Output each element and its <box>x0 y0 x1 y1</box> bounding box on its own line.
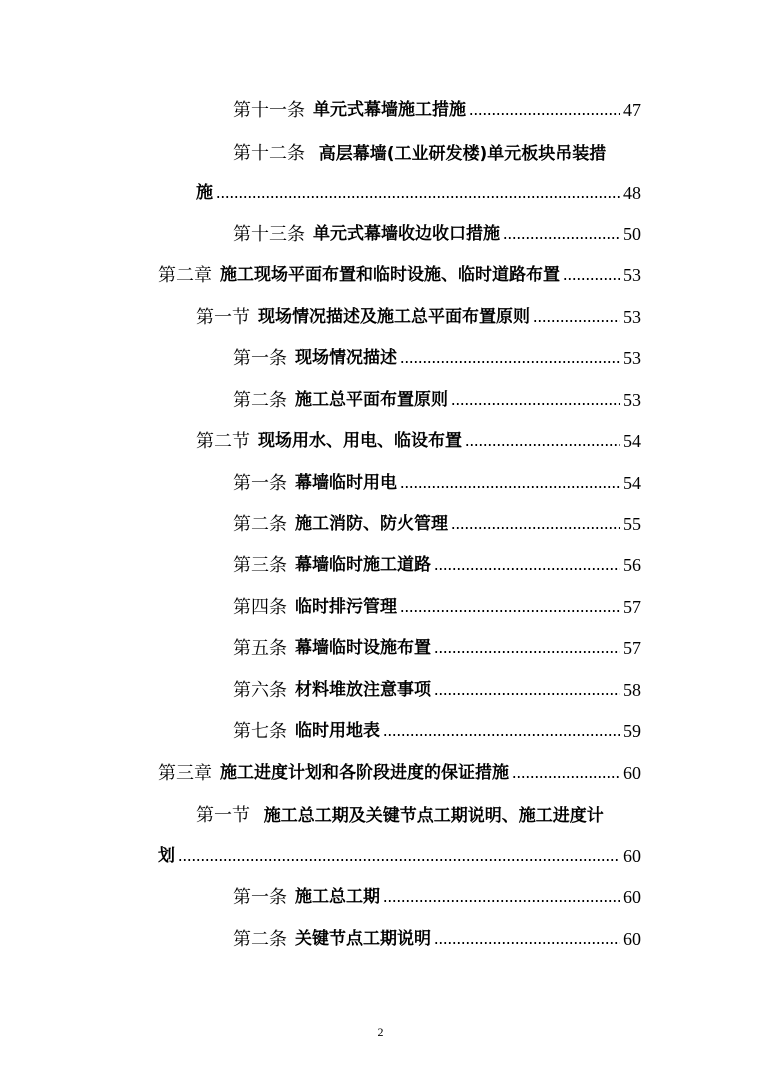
toc-title: 单元式幕墙施工措施 <box>313 100 466 120</box>
toc-title: 临时用地表 <box>295 721 380 741</box>
toc-title: 材料堆放注意事项 <box>295 680 431 700</box>
toc-leader-dots <box>434 940 620 946</box>
toc-page-number: 57 <box>623 597 641 617</box>
toc-title: 施工进度计划和各阶段进度的保证措施 <box>220 763 509 783</box>
toc-entry-section[interactable] <box>196 306 641 328</box>
toc-page-number: 60 <box>623 763 641 783</box>
toc-leader-dots <box>563 276 620 282</box>
toc-title: 现场情况描述及施工总平面布置原则 <box>258 307 530 327</box>
toc-entry[interactable] <box>233 886 641 908</box>
toc-page-number: 60 <box>623 846 641 866</box>
toc-prefix: 第一节 <box>196 805 250 825</box>
toc-leader-dots <box>400 484 620 490</box>
toc-leader-dots <box>451 401 620 407</box>
toc-title: 幕墙临时用电 <box>295 473 397 493</box>
toc-prefix: 第一条 <box>233 473 287 493</box>
toc-title: 幕墙临时设施布置 <box>295 638 431 658</box>
toc-page-number: 60 <box>623 887 641 907</box>
toc-entry[interactable] <box>233 679 641 701</box>
toc-entry-section[interactable] <box>196 430 641 452</box>
toc-prefix: 第五条 <box>233 638 287 658</box>
toc-leader-dots <box>469 111 620 117</box>
toc-prefix: 第十三条 <box>233 224 305 244</box>
toc-title: 施工消防、防火管理 <box>295 514 448 534</box>
toc-leader-dots <box>434 691 620 697</box>
toc-entry-continuation[interactable] <box>158 845 641 867</box>
toc-leader-dots <box>465 442 620 448</box>
toc-leader-dots <box>400 359 620 365</box>
toc-entry[interactable] <box>233 513 641 535</box>
toc-page-number: 59 <box>623 721 641 741</box>
toc-entry[interactable] <box>233 389 641 411</box>
toc-entry-continuation[interactable] <box>196 182 641 204</box>
toc-page-number: 53 <box>623 265 641 285</box>
toc-title: 临时排污管理 <box>295 597 397 617</box>
toc-title: 施工总工期 <box>295 887 380 907</box>
toc-prefix: 第二章 <box>158 265 212 285</box>
toc-title-continuation: 划 <box>158 846 175 866</box>
toc-leader-dots <box>512 774 620 780</box>
toc-prefix: 第二条 <box>233 514 287 534</box>
toc-prefix: 第三章 <box>158 763 212 783</box>
toc-leader-dots <box>533 318 620 324</box>
toc-prefix: 第六条 <box>233 680 287 700</box>
toc-page-number: 48 <box>623 183 641 203</box>
toc-title: 现场用水、用电、临设布置 <box>258 431 462 451</box>
toc-prefix: 第二节 <box>196 431 250 451</box>
toc-prefix: 第十一条 <box>233 100 305 120</box>
toc-entry[interactable] <box>233 596 641 618</box>
toc-page-number: 53 <box>623 307 641 327</box>
toc-page-number: 54 <box>623 473 641 493</box>
page-footer-number: 2 <box>377 1025 384 1039</box>
toc-title: 单元式幕墙收边收口措施 <box>313 224 500 244</box>
toc-title: 施工总平面布置原则 <box>295 390 448 410</box>
toc-page-number: 53 <box>623 348 641 368</box>
toc-prefix: 第一节 <box>196 307 250 327</box>
toc-entry[interactable] <box>233 99 641 121</box>
toc-page-number: 58 <box>623 680 641 700</box>
toc-prefix: 第十二条 <box>233 143 305 163</box>
toc-entry-chapter[interactable] <box>158 762 641 784</box>
toc-leader-dots <box>434 566 620 572</box>
toc-prefix: 第一条 <box>233 348 287 368</box>
toc-leader-dots <box>503 235 620 241</box>
toc-entry[interactable] <box>233 347 641 369</box>
toc-title: 施工总工期及关键节点工期说明、施工进度计 <box>263 806 604 826</box>
toc-leader-dots <box>451 525 620 531</box>
toc-title: 幕墙临时施工道路 <box>295 555 431 575</box>
toc-prefix: 第三条 <box>233 555 287 575</box>
toc-entry-chapter[interactable] <box>158 264 641 286</box>
toc-leader-dots <box>178 857 620 863</box>
toc-page-number: 50 <box>623 224 641 244</box>
toc-entry[interactable] <box>233 554 641 576</box>
toc-prefix: 第二条 <box>233 929 287 949</box>
toc-entry-first-line[interactable] <box>233 142 606 165</box>
toc-prefix: 第四条 <box>233 597 287 617</box>
toc-prefix: 第二条 <box>233 390 287 410</box>
toc-entry-first-line[interactable] <box>196 804 604 827</box>
toc-title: 施工现场平面布置和临时设施、临时道路布置 <box>220 265 560 285</box>
toc-prefix: 第七条 <box>233 721 287 741</box>
toc-title-continuation: 施 <box>196 183 213 203</box>
toc-title: 关键节点工期说明 <box>295 929 431 949</box>
toc-page-number: 47 <box>623 100 641 120</box>
toc-entry[interactable] <box>233 928 641 950</box>
toc-page-number: 56 <box>623 555 641 575</box>
toc-entry[interactable] <box>233 720 641 742</box>
toc-page-number: 54 <box>623 431 641 451</box>
toc-entry[interactable] <box>233 223 641 245</box>
toc-leader-dots <box>400 608 620 614</box>
toc-page-number: 53 <box>623 390 641 410</box>
toc-page-number: 55 <box>623 514 641 534</box>
toc-title: 现场情况描述 <box>295 348 397 368</box>
toc-entry[interactable] <box>233 472 641 494</box>
toc-entry[interactable] <box>233 637 641 659</box>
toc-leader-dots <box>434 649 620 655</box>
toc-page-number: 57 <box>623 638 641 658</box>
toc-leader-dots <box>383 898 620 904</box>
toc-leader-dots <box>383 732 620 738</box>
toc-title: 高层幕墙(工业研发楼)单元板块吊装措 <box>318 144 607 164</box>
toc-leader-dots <box>216 194 620 200</box>
toc-prefix: 第一条 <box>233 887 287 907</box>
toc-page-number: 60 <box>623 929 641 949</box>
